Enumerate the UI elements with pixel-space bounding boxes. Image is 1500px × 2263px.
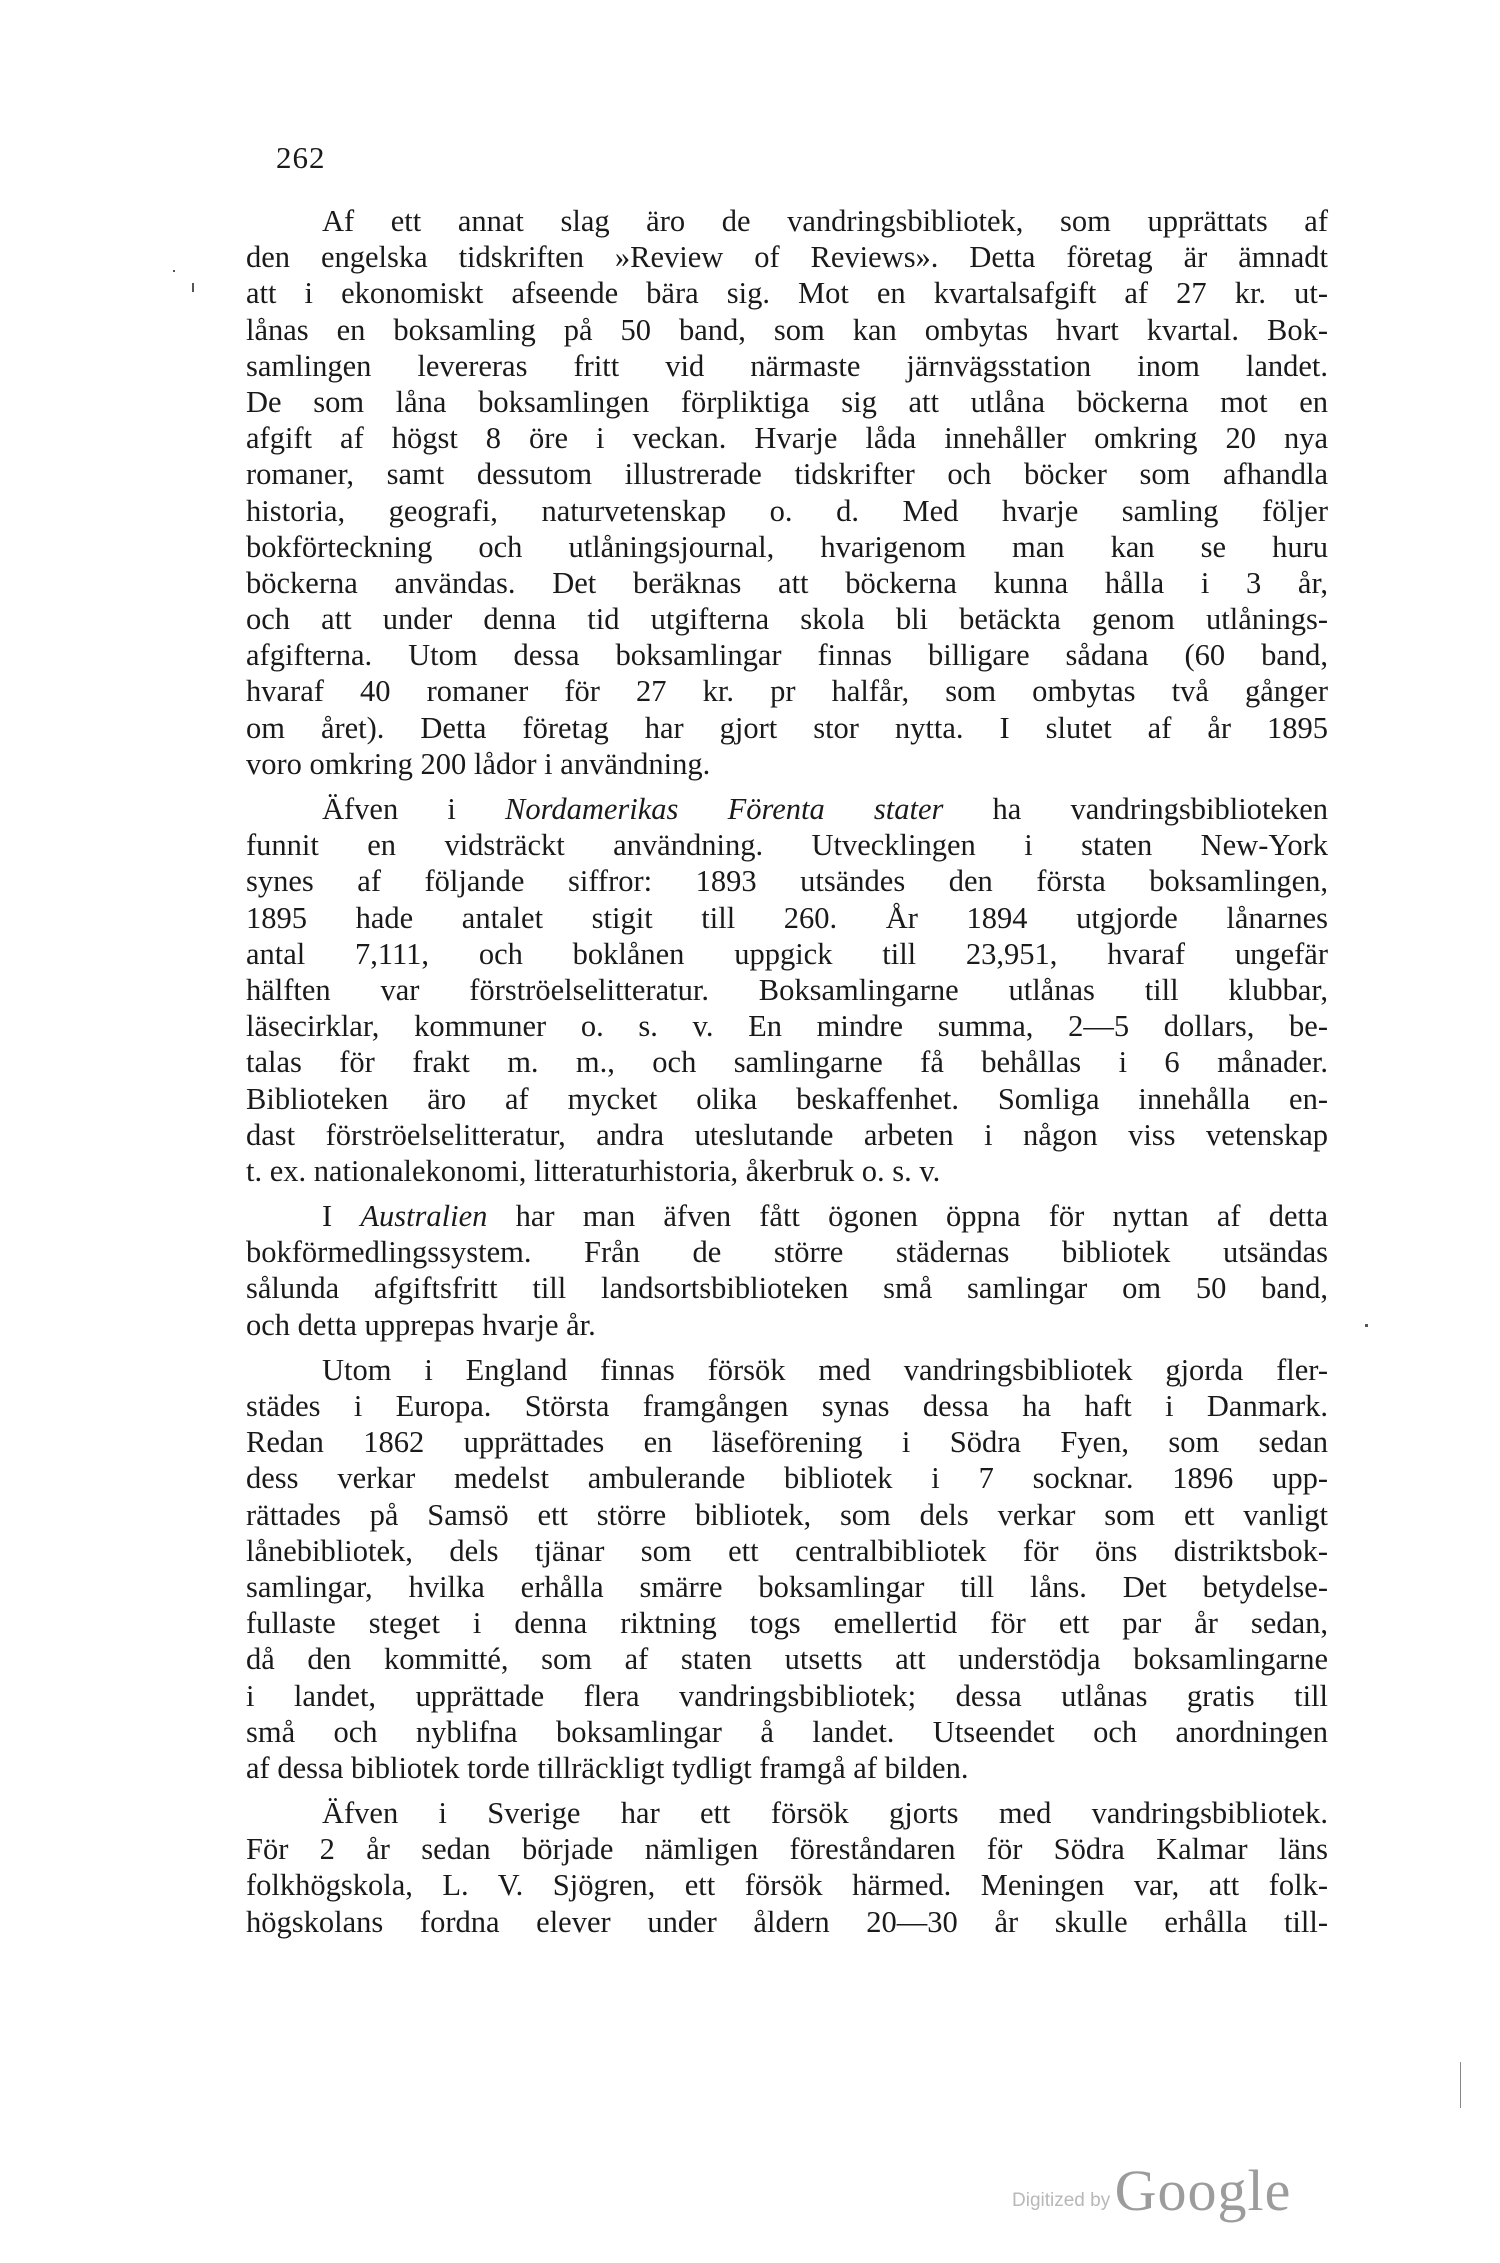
text-run: städes i Europa. Största framgången synas dessa ha haft i Danmark. bbox=[246, 1389, 1328, 1423]
text-line bbox=[246, 529, 1328, 565]
margin-rule-mark bbox=[1460, 2062, 1461, 2108]
body-text bbox=[246, 203, 1328, 1940]
text-line bbox=[246, 493, 1328, 529]
text-line bbox=[246, 312, 1328, 348]
text-line bbox=[246, 791, 1328, 827]
text-run: samlingen levereras fritt vid närmaste järnvägsstation inom landet. bbox=[246, 348, 1328, 383]
text-run: lånebibliotek, dels tjänar som ett centralbibliotek för öns distriktsbok- bbox=[246, 1533, 1328, 1568]
text-line bbox=[246, 1569, 1328, 1605]
text-run: böckerna användas. Det beräknas att böckerna kunna hålla i 3 år, bbox=[246, 565, 1328, 600]
text-run: 1895 hade antalet stigit till 260. År 1894 utgjorde lånarnes bbox=[246, 900, 1328, 935]
text-run: talas för frakt m. m., och samlingarne få behållas i 6 månader. bbox=[246, 1045, 1328, 1080]
text-line bbox=[246, 1081, 1328, 1117]
text-run: Af ett annat slag äro de vandringsbibliotek, som upprättats af bbox=[322, 204, 1328, 238]
text-run: att i ekonomiskt afseende bära sig. Mot en kvartalsafgift af 27 kr. ut- bbox=[246, 276, 1328, 311]
text-run: af dessa bibliotek torde tillräckligt tydligt framgå af bilden. bbox=[246, 1750, 969, 1785]
text-run: den engelska tidskriften »Review of Reviews». Detta företag är ämnadt bbox=[246, 240, 1328, 275]
text-run: historia, geografi, naturvetenskap o. d. Med hvarje samling följer bbox=[246, 493, 1328, 528]
scan-speck bbox=[192, 283, 194, 292]
text-run: och att under denna tid utgifterna skola bli betäckta genom utlånings- bbox=[246, 602, 1328, 637]
italic-place-name: Nordamerikas Förenta stater bbox=[505, 792, 944, 826]
text-run: dess verkar medelst ambulerande bibliotek i 7 socknar. 1896 upp- bbox=[246, 1461, 1328, 1496]
text-line bbox=[246, 863, 1328, 899]
text-line bbox=[246, 1008, 1328, 1044]
text-line bbox=[246, 1234, 1328, 1270]
text-line bbox=[246, 1605, 1328, 1641]
digitized-label: Digitized by bbox=[1012, 2190, 1111, 2211]
text-run: Utom i England finnas försök med vandringsbibliotek gjorda fler- bbox=[322, 1352, 1328, 1387]
text-line bbox=[246, 1424, 1328, 1460]
text-line bbox=[246, 1867, 1328, 1903]
text-line bbox=[246, 1497, 1328, 1533]
text-line bbox=[246, 1714, 1328, 1750]
google-logo: Google bbox=[1114, 2158, 1292, 2223]
text-run: voro omkring 200 lådor i användning. bbox=[246, 746, 711, 781]
text-line bbox=[246, 1678, 1328, 1714]
text-line bbox=[246, 710, 1328, 746]
text-run: afgift af högst 8 öre i veckan. Hvarje låda innehåller omkring 20 nya bbox=[246, 421, 1328, 456]
text-line bbox=[246, 601, 1328, 637]
text-line bbox=[246, 1904, 1328, 1940]
text-line bbox=[246, 900, 1328, 936]
text-run: små och nyblifna boksamlingar å landet. Utseendet och anordningen bbox=[246, 1714, 1328, 1749]
text-run: folkhögskola, L. V. Sjögren, ett försök härmed. Meningen var, att folk- bbox=[246, 1868, 1328, 1903]
text-line bbox=[246, 972, 1328, 1008]
text-run: har man äfven fått ögonen öppna för nyttan af detta bbox=[487, 1199, 1328, 1234]
text-run: I bbox=[322, 1199, 361, 1234]
text-line bbox=[246, 1831, 1328, 1867]
text-run: sålunda afgiftsfritt till landsortsbiblioteken små samlingar om 50 band, bbox=[246, 1271, 1328, 1306]
text-line bbox=[246, 1270, 1328, 1306]
text-run: då den kommitté, som af staten utsetts att understödja boksamlingarne bbox=[246, 1642, 1328, 1677]
text-line bbox=[246, 1795, 1328, 1831]
text-run: läsecirklar, kommuner o. s. v. En mindre summa, 2—5 dollars, be- bbox=[246, 1009, 1328, 1044]
text-line bbox=[246, 1641, 1328, 1677]
text-run: dast förströelselitteratur, andra uteslutande arbeten i någon viss vetenskap bbox=[246, 1117, 1328, 1152]
text-line bbox=[246, 1044, 1328, 1080]
text-run: Redan 1862 upprättades en läseförening i Södra Fyen, som sedan bbox=[246, 1425, 1328, 1460]
text-run: i landet, upprättade flera vandringsbibliotek; dessa utlånas gratis till bbox=[246, 1678, 1328, 1713]
text-line bbox=[246, 384, 1328, 420]
text-run: Biblioteken äro af mycket olika beskaffenhet. Somliga innehålla en- bbox=[246, 1081, 1328, 1116]
text-line bbox=[246, 275, 1328, 311]
text-run: rättades på Samsö ett större bibliotek, som dels verkar som ett vanligt bbox=[246, 1497, 1328, 1532]
text-line bbox=[246, 637, 1328, 673]
text-line bbox=[246, 673, 1328, 709]
text-run: funnit en vidsträckt användning. Utvecklingen i staten New-York bbox=[246, 828, 1328, 863]
text-line bbox=[246, 565, 1328, 601]
text-line bbox=[246, 1153, 1328, 1189]
text-line bbox=[246, 1460, 1328, 1496]
text-run: ha vandringsbiblioteken bbox=[943, 792, 1329, 826]
text-run: om året). Detta företag har gjort stor nytta. I slutet af år 1895 bbox=[246, 710, 1328, 745]
text-run: romaner, samt dessutom illustrerade tidskrifter och böcker som afhandla bbox=[246, 457, 1328, 492]
text-line bbox=[246, 827, 1328, 863]
text-line bbox=[246, 1750, 1328, 1786]
text-line bbox=[246, 1388, 1328, 1424]
text-run: lånas en boksamling på 50 band, som kan ombytas hvart kvartal. Bok- bbox=[246, 312, 1328, 347]
text-line bbox=[246, 1352, 1328, 1388]
text-run: hälften var förströelselitteratur. Boksamlingarne utlånas till klubbar, bbox=[246, 972, 1328, 1007]
text-line bbox=[246, 420, 1328, 456]
text-line bbox=[246, 456, 1328, 492]
text-line bbox=[246, 239, 1328, 275]
text-run: hvaraf 40 romaner för 27 kr. pr halfår, som ombytas två gånger bbox=[246, 674, 1328, 709]
italic-place-name: Australien bbox=[360, 1199, 488, 1234]
digitized-watermark bbox=[1012, 2157, 1291, 2224]
text-run: Äfven i bbox=[322, 792, 506, 826]
text-run: Äfven i Sverige har ett försök gjorts med vandringsbibliotek. bbox=[322, 1796, 1328, 1831]
text-run: högskolans fordna elever under åldern 20—30 år skulle erhålla till- bbox=[246, 1904, 1328, 1939]
text-line bbox=[246, 1533, 1328, 1569]
text-line bbox=[246, 203, 1328, 239]
text-run: bokförteckning och utlåningsjournal, hvarigenom man kan se huru bbox=[246, 529, 1328, 564]
scan-speck bbox=[173, 270, 175, 272]
text-line bbox=[246, 936, 1328, 972]
text-line bbox=[246, 746, 1328, 782]
text-run: synes af följande siffror: 1893 utsändes den första boksamlingen, bbox=[246, 864, 1328, 899]
text-run: De som låna boksamlingen förpliktiga sig att utlåna böckerna mot en bbox=[246, 384, 1328, 419]
text-run: och detta upprepas hvarje år. bbox=[246, 1307, 596, 1342]
scan-speck bbox=[1365, 1324, 1368, 1327]
text-line bbox=[246, 1307, 1328, 1343]
text-run: För 2 år sedan började nämligen föreståndaren för Södra Kalmar läns bbox=[246, 1832, 1328, 1867]
text-run: bokförmedlingssystem. Från de större städernas bibliotek utsändas bbox=[246, 1235, 1328, 1270]
text-line bbox=[246, 1198, 1328, 1234]
text-run: fullaste steget i denna riktning togs emellertid för ett par år sedan, bbox=[246, 1606, 1328, 1641]
text-line bbox=[246, 348, 1328, 384]
text-line bbox=[246, 1117, 1328, 1153]
text-run: afgifterna. Utom dessa boksamlingar finnas billigare sådana (60 band, bbox=[246, 638, 1328, 673]
text-run: samlingar, hvilka erhålla smärre boksamlingar till låns. Det betydelse- bbox=[246, 1569, 1328, 1604]
text-run: antal 7,111, och boklånen uppgick till 23,951, hvaraf ungefär bbox=[246, 936, 1328, 971]
text-run: t. ex. nationalekonomi, litteraturhistoria, åkerbruk o. s. v. bbox=[246, 1153, 941, 1188]
page-number: 262 bbox=[276, 140, 326, 175]
